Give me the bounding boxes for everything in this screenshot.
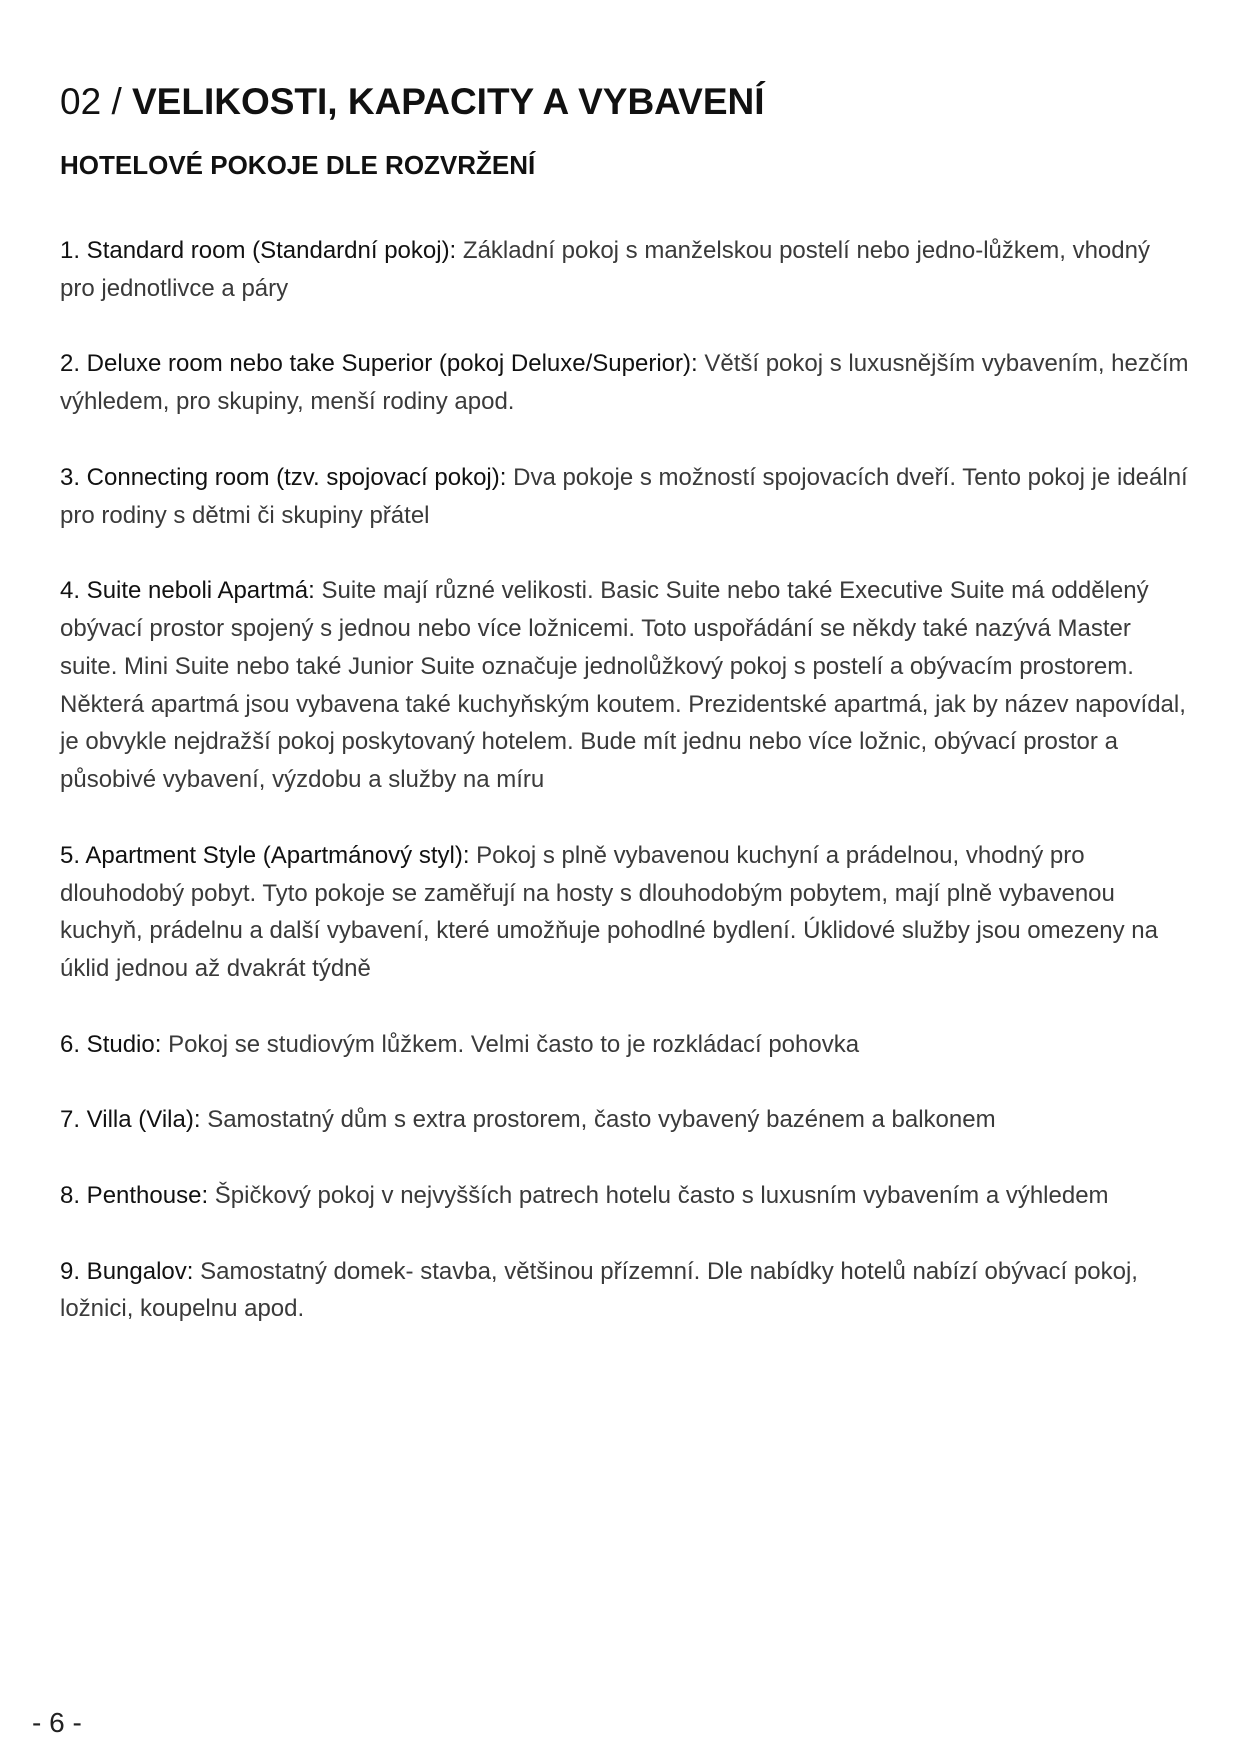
room-type-penthouse bbox=[60, 1177, 1190, 1215]
chapter-title bbox=[60, 78, 1190, 126]
room-type-connecting bbox=[60, 459, 1190, 535]
room-type-villa bbox=[60, 1101, 1190, 1139]
room-type-description: Základní pokoj s manželskou postelí nebo jedno-lůžkem, vhodný pro jednotlivce a páry bbox=[60, 237, 1150, 302]
room-type-suite bbox=[60, 572, 1190, 799]
room-type-description: Pokoj se studiovým lůžkem. Velmi často to je rozkládací pohovka bbox=[168, 1030, 860, 1058]
room-type-description: Větší pokoj s luxusnějším vybavením, hezčím výhledem, pro skupiny, menší rodiny apod. bbox=[60, 350, 1189, 416]
room-type-term: 6. Studio: bbox=[60, 1030, 162, 1058]
room-type-deluxe bbox=[60, 345, 1190, 421]
room-type-studio bbox=[60, 1026, 1190, 1064]
room-type-term: 8. Penthouse: bbox=[60, 1181, 209, 1209]
room-type-term: 1. Standard room (Standardní pokoj): bbox=[60, 237, 457, 264]
room-type-term: 2. Deluxe room nebo take Superior (pokoj Deluxe/Superior): bbox=[60, 350, 698, 378]
room-type-term: 7. Villa (Vila): bbox=[60, 1106, 201, 1134]
section-title: HOTELOVÉ POKOJE DLE ROZVRŽENÍ bbox=[60, 150, 536, 180]
room-type-term: 3. Connecting room (tzv. spojovací pokoj): bbox=[60, 463, 507, 491]
room-type-bungalov bbox=[60, 1253, 1190, 1329]
page-number: - 6 - bbox=[32, 1707, 82, 1738]
room-type-term: 5. Apartment Style (Apartmánový styl): bbox=[60, 841, 470, 869]
room-type-apartment-style bbox=[60, 837, 1190, 988]
room-type-description: Samostatný domek- stavba, většinou přízemní. Dle nabídky hotelů nabízí obývací pokoj, ložnici, koupelnu apod. bbox=[60, 1257, 1138, 1323]
page-content bbox=[60, 78, 1190, 1366]
room-type-description: Špičkový pokoj v nejvyšších patrech hotelu často s luxusním vybavením a výhledem bbox=[214, 1181, 1109, 1209]
room-type-description: Dva pokoje s možností spojovacích dveří. Tento pokoj je ideální pro rodiny s dětmi či skupiny přátel bbox=[60, 463, 1188, 529]
room-type-term: 4. Suite neboli Apartmá: bbox=[60, 577, 315, 605]
room-type-term: 9. Bungalov: bbox=[60, 1257, 194, 1285]
chapter-separator: / bbox=[111, 81, 122, 122]
chapter-number: 02 bbox=[60, 81, 102, 122]
room-type-description: Suite mají různé velikosti. Basic Suite nebo také Executive Suite má oddělený obývací prostor spojený s jednou nebo více ložnicemi. Toto uspořádání se někdy také nazývá Master suite. Mini Suite nebo také Junior Suite označuje jednolůžkový pokoj s postelí a obývacím prostorem. Některá apartmá jsou vybavena také kuchyňským koutem. Prezidentské apartmá, jak by název napovídal, je obvykle nejdražší pokoj poskytovaný hotelem. Bude mít jednu nebo více ložnic, obývací prostor a působivé vybavení, výzdobu a služby na míru bbox=[60, 577, 1186, 794]
room-type-list bbox=[60, 232, 1190, 1328]
room-type-description: Samostatný dům s extra prostorem, často vybavený bazénem a balkonem bbox=[207, 1106, 996, 1134]
room-type-standard bbox=[60, 232, 1190, 308]
chapter-title-text: VELIKOSTI, KAPACITY A VYBAVENÍ bbox=[132, 81, 765, 122]
room-type-description: Pokoj s plně vybavenou kuchyní a prádelnou, vhodný pro dlouhodobý pobyt. Tyto pokoje se zaměřují na hosty s dlouhodobým pobytem, mají plně vybavenou kuchyň, prádelnu a další vybavení, které umožňuje pohodlné bydlení. Úklidové služby jsou omezeny na úklid jednou až dvakrát týdně bbox=[60, 841, 1158, 983]
